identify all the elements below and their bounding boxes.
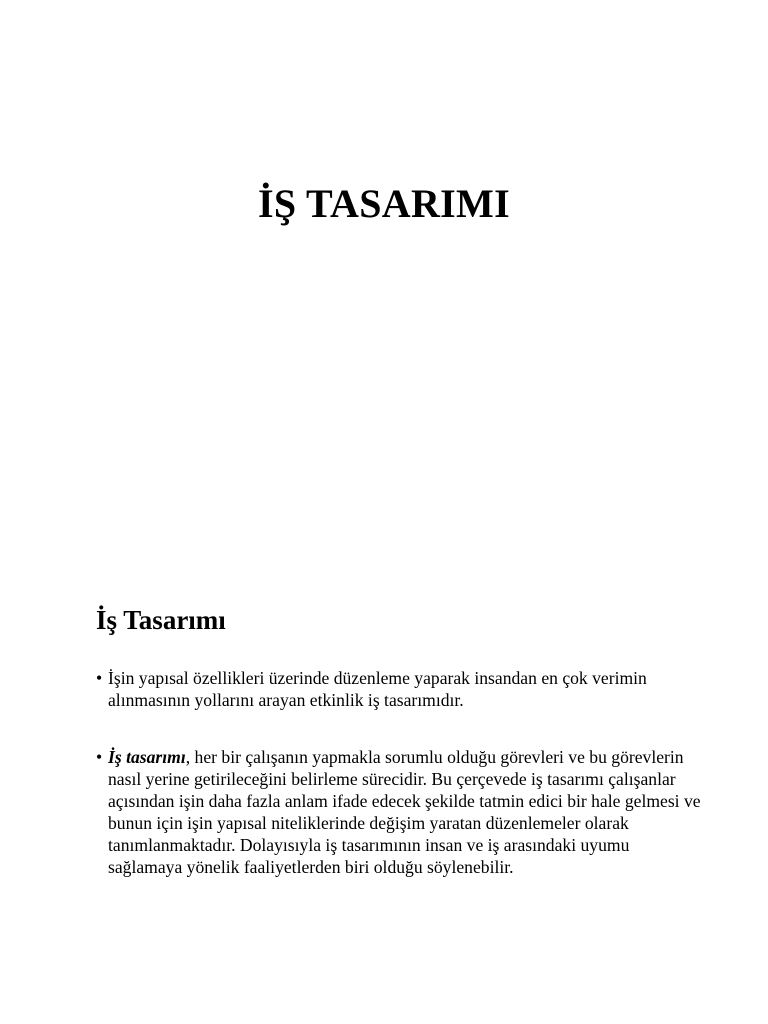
- page-title: İŞ TASARIMI: [258, 181, 510, 226]
- bullet-text: , her bir çalışanın yapmakla sorumlu olduğu görevleri ve bu görevlerin nasıl yerine getirileceğini belirleme sürecidir. Bu çerçevede iş tasarımı çalışanlar açısından işin daha fazla anlam ifade edecek şekilde tatmin edici bir hale gelmesi ve bunun için işin yapısal niteliklerinde değişim yaratan düzenlemeler olarak tanımlanmaktadır. Dolayısıyla iş tasarımının insan ve iş arasındaki uyumu sağlamaya yönelik faaliyetlerden biri olduğu söylenebilir.: [108, 747, 701, 877]
- bullet-text: İşin yapısal özellikleri üzerinde düzenleme yaparak insandan en çok verimin alınmasının yollarını arayan etkinlik iş tasarımıdır.: [108, 668, 647, 710]
- defined-term: İş tasarımı: [108, 747, 186, 767]
- bullet-marker: •: [96, 668, 103, 688]
- section-heading: İş Tasarımı: [96, 605, 226, 635]
- bullet-item: [96, 667, 706, 711]
- bullet-marker: •: [96, 747, 103, 767]
- bullet-item: [96, 746, 706, 878]
